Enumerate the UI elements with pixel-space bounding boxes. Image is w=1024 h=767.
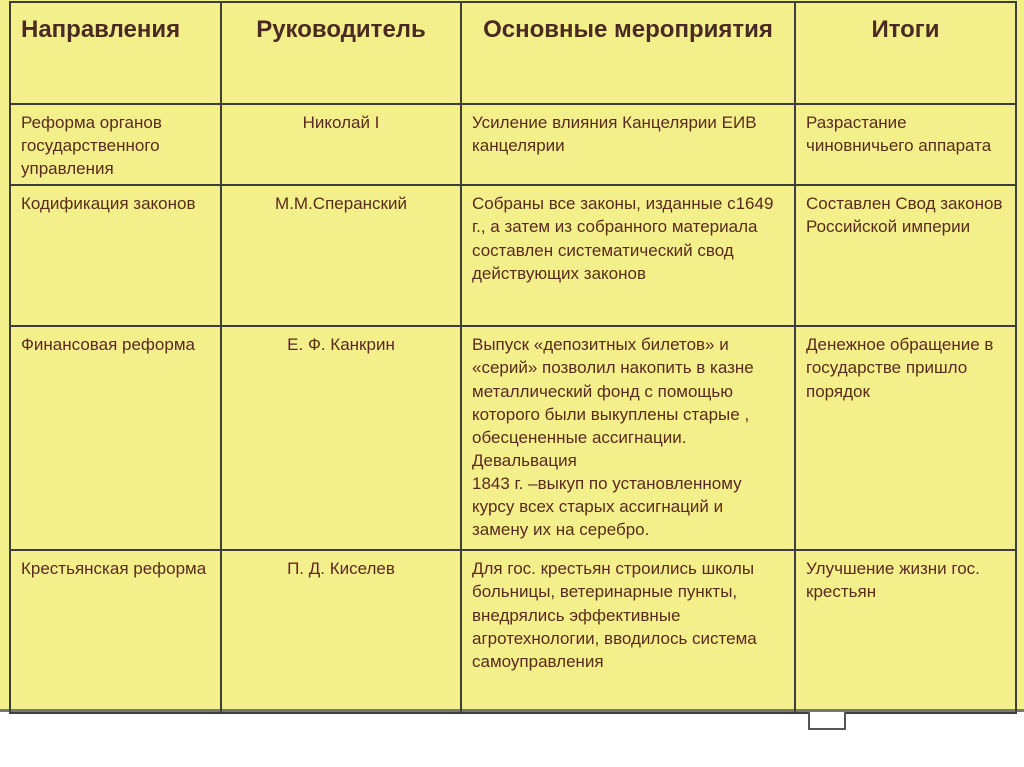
cell-direction: Крестьянская реформа (10, 550, 221, 713)
table-row (10, 185, 1016, 326)
cell-results: Составлен Свод законов Российской империи (795, 185, 1016, 326)
cell-direction: Финансовая реформа (10, 326, 221, 550)
measures-text: Выпуск «депозитных билетов» и «серий» позволил накопить в казне металлический фонд с помощью которого были выкуплены старые , обесцененные ассигнации. Девальвация (472, 335, 754, 470)
header-measures: Основные мероприятия (461, 2, 795, 104)
measures-text: Усиление влияния Канцелярии ЕИВ канцелярии (472, 113, 757, 156)
table-row (10, 326, 1016, 550)
cell-results: Денежное обращение в государстве пришло порядок (795, 326, 1016, 550)
cell-direction: Реформа органов государственного управления (10, 104, 221, 185)
cell-leader: Е. Ф. Канкрин (221, 326, 461, 550)
header-row (10, 2, 1016, 104)
cell-results: Улучшение жизни гос. крестьян (795, 550, 1016, 713)
cell-leader: М.М.Сперанский (221, 185, 461, 326)
cell-leader: Николай I (221, 104, 461, 185)
cell-measures (461, 550, 795, 713)
cell-measures (461, 185, 795, 326)
cell-measures (461, 326, 795, 550)
header-leader: Руководитель (221, 2, 461, 104)
cell-results: Разрастание чиновничьего аппарата (795, 104, 1016, 185)
footer-mark (808, 712, 846, 730)
header-directions: Направления (10, 2, 221, 104)
measures-text: Для гос. крестьян строились школы больницы, ветеринарные пункты, внедрялись эффективные агротехнологии, вводилось система самоуправления (472, 559, 757, 671)
measures-text: 1843 г. –выкуп по установленному курсу всех старых ассигнаций и замену их на серебро. (472, 473, 742, 540)
measures-text: Собраны все законы, изданные с1649 г., а затем из собранного материала составлен систематический свод действующих законов (472, 194, 774, 283)
cell-measures (461, 104, 795, 185)
reforms-table (9, 1, 1017, 714)
header-results: Итоги (795, 2, 1016, 104)
cell-leader: П. Д. Киселев (221, 550, 461, 713)
table-row (10, 104, 1016, 185)
table-row (10, 550, 1016, 713)
cell-direction: Кодификация законов (10, 185, 221, 326)
